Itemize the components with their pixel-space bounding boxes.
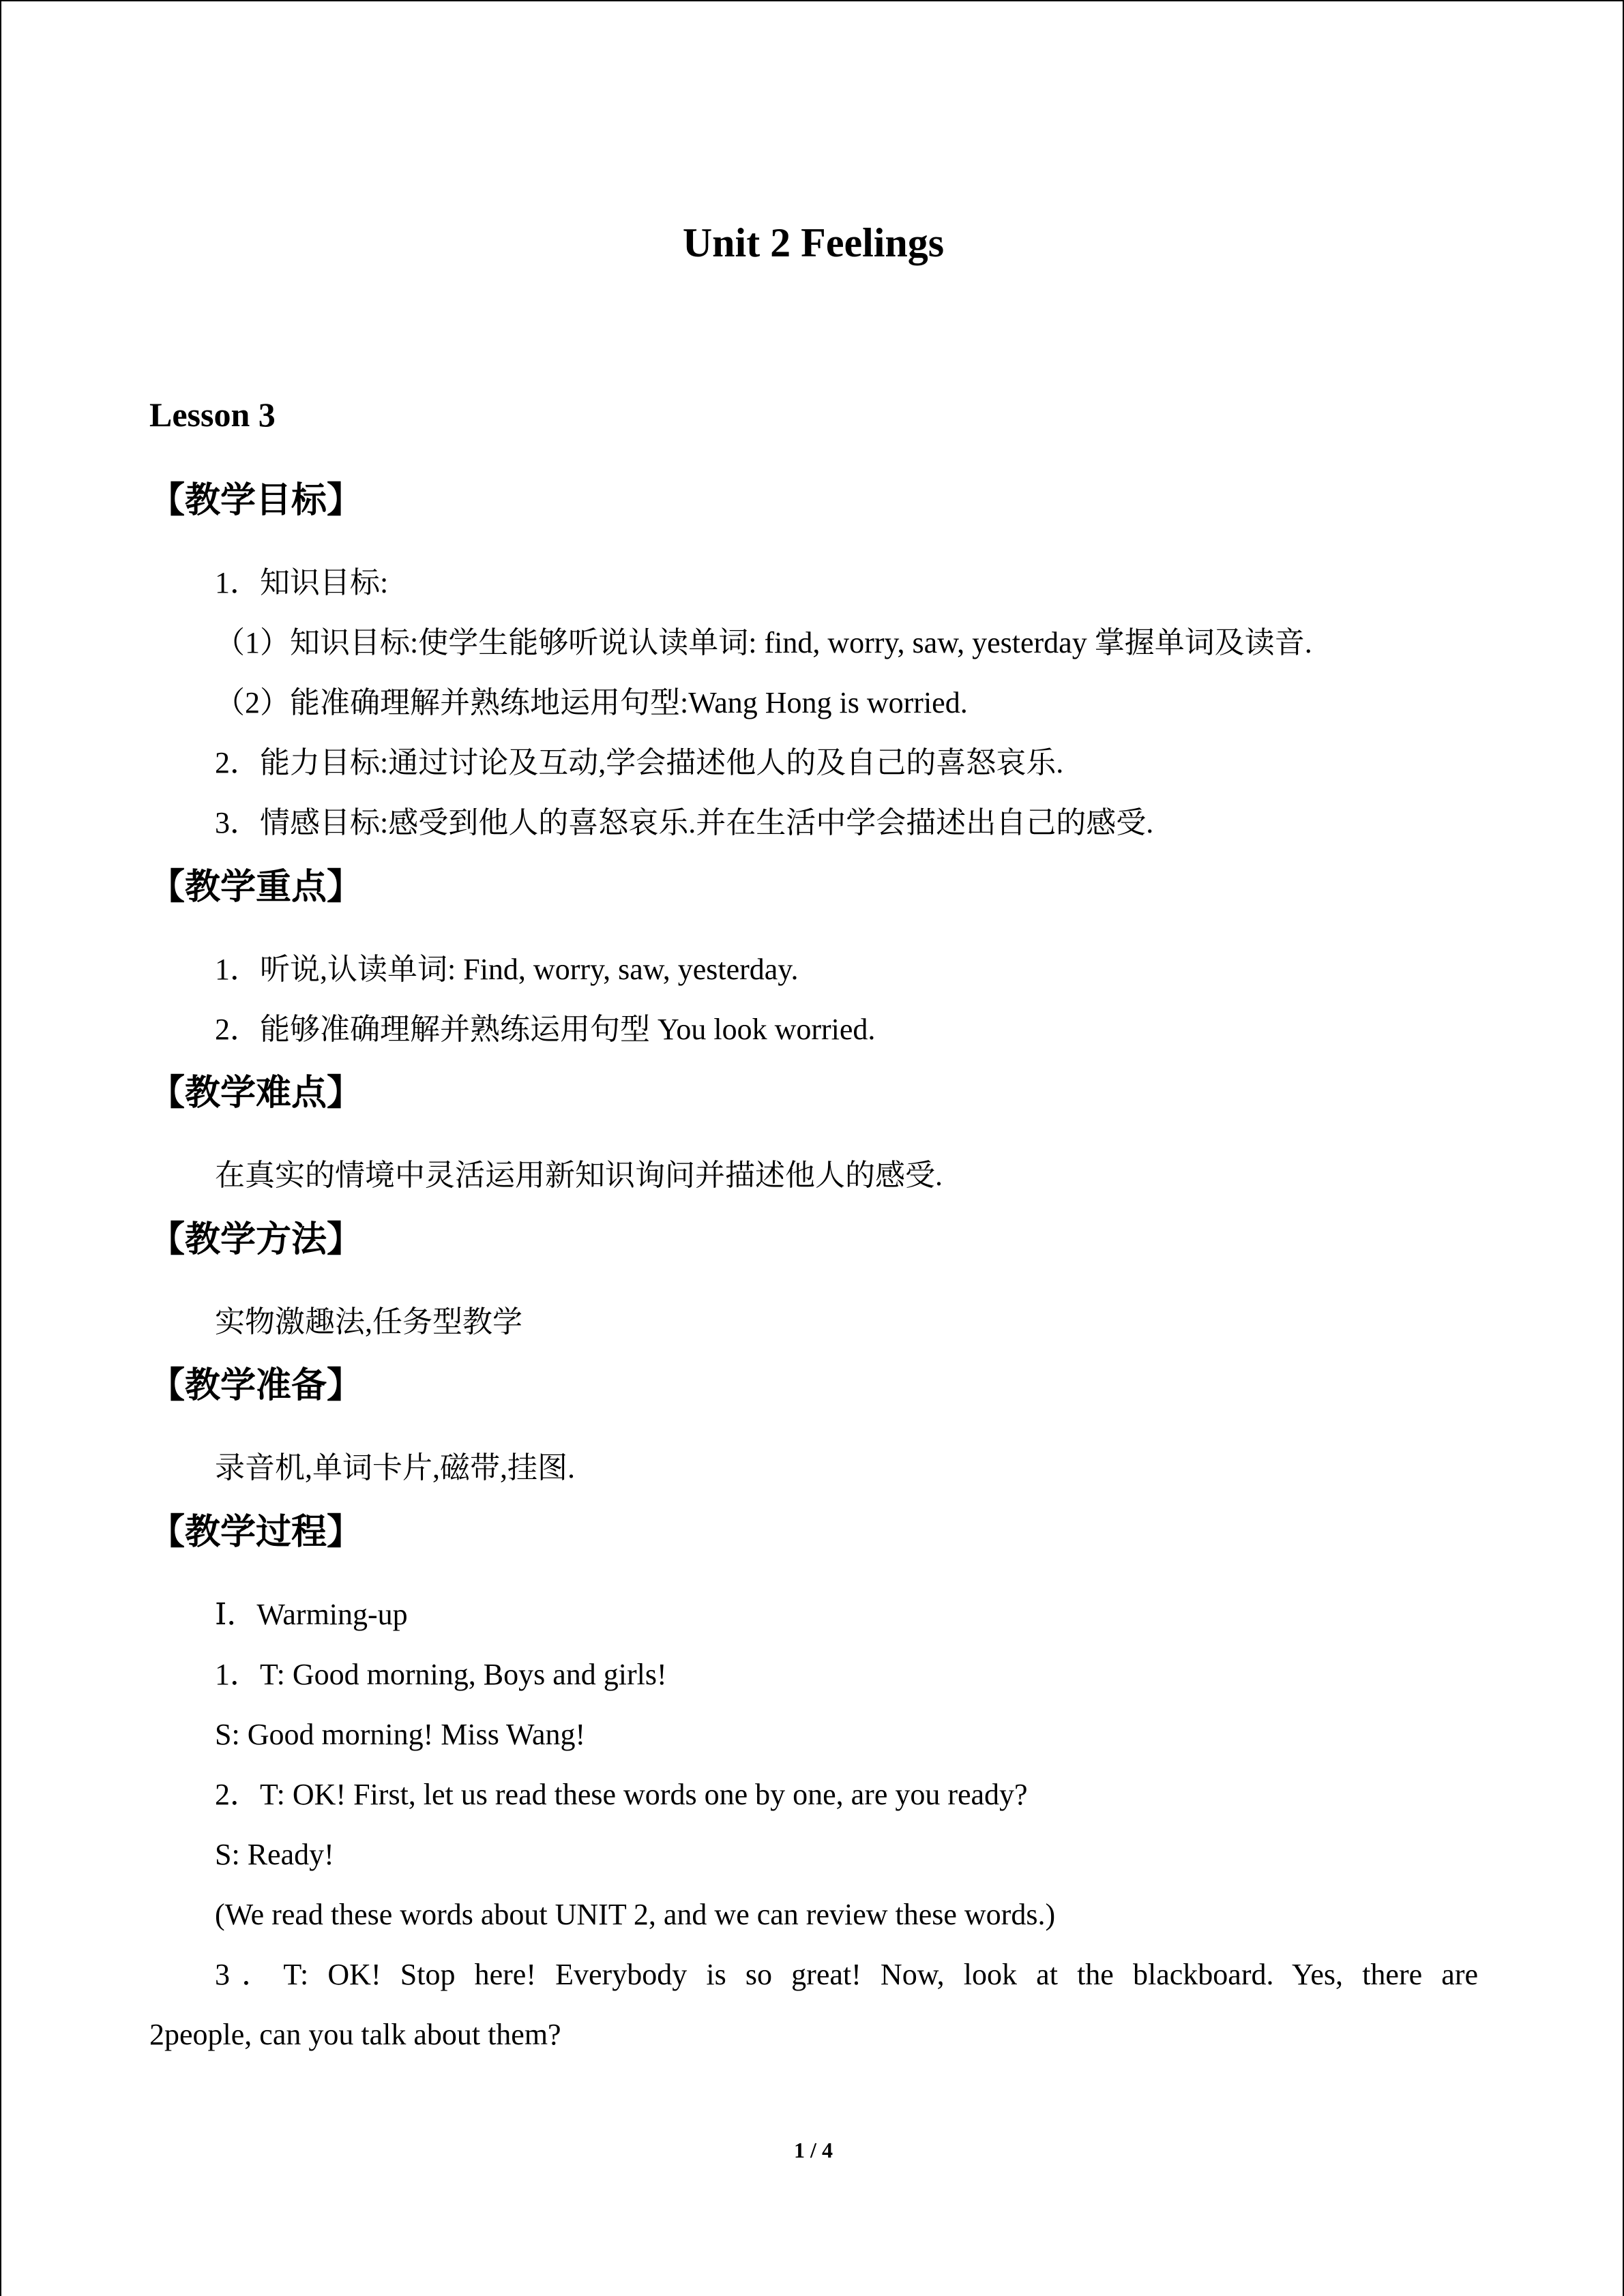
page-number: 1 / 4 [794,2138,833,2162]
lesson-label: Lesson 3 [149,396,276,434]
process-line: 2．T: OK! First, let us read these words one by one, are you ready? [215,1778,1028,1811]
heading-preparation: 【教学准备】 [149,1365,363,1406]
process-line: (We read these words about UNIT 2, and we can review these words.) [215,1898,1056,1931]
goal-line: （2）能准确理解并熟练地运用句型:Wang Hong is worried. [215,686,968,719]
heading-key-points: 【教学重点】 [149,867,363,908]
difficulties-text: 在真实的情境中灵活运用新知识询问并描述他人的感受. [215,1159,943,1192]
goal-line: 3．情感目标:感受到他人的喜怒哀乐.并在生活中学会描述出自己的感受. [215,806,1154,839]
preparation-text: 录音机,单词卡片,磁带,挂图. [215,1451,575,1485]
process-line: Ⅰ．Warming-up [215,1598,408,1631]
document-title: Unit 2 Feelings [682,220,945,265]
process-line: 2people, can you talk about them? [149,2018,561,2051]
key-point-line: 2．能够准确理解并熟练运用句型 You look worried. [215,1013,876,1046]
goal-line: 1．知识目标: [215,566,389,599]
key-point-line: 1．听说,认读单词: Find, worry, saw, yesterday. [215,953,799,986]
heading-difficulties: 【教学难点】 [149,1073,363,1114]
process-line: S: Ready! [215,1838,334,1871]
methods-text: 实物激趣法,任务型教学 [215,1305,522,1339]
heading-goals: 【教学目标】 [149,480,363,521]
goal-line: 2．能力目标:通过讨论及互动,学会描述他人的及自己的喜怒哀乐. [215,746,1064,779]
heading-process: 【教学过程】 [149,1512,363,1553]
goal-line: （1）知识目标:使学生能够听说认读单词: find, worry, saw, yesterday 掌握单词及读音. [215,626,1312,659]
process-line: S: Good morning! Miss Wang! [215,1718,586,1751]
process-line: 1．T: Good morning, Boys and girls! [215,1658,667,1691]
heading-methods: 【教学方法】 [149,1219,363,1260]
process-line: 3．T: OK! Stop here! Everybody is so great! Now, look at the blackboard. Yes, there are [215,1958,1478,1991]
